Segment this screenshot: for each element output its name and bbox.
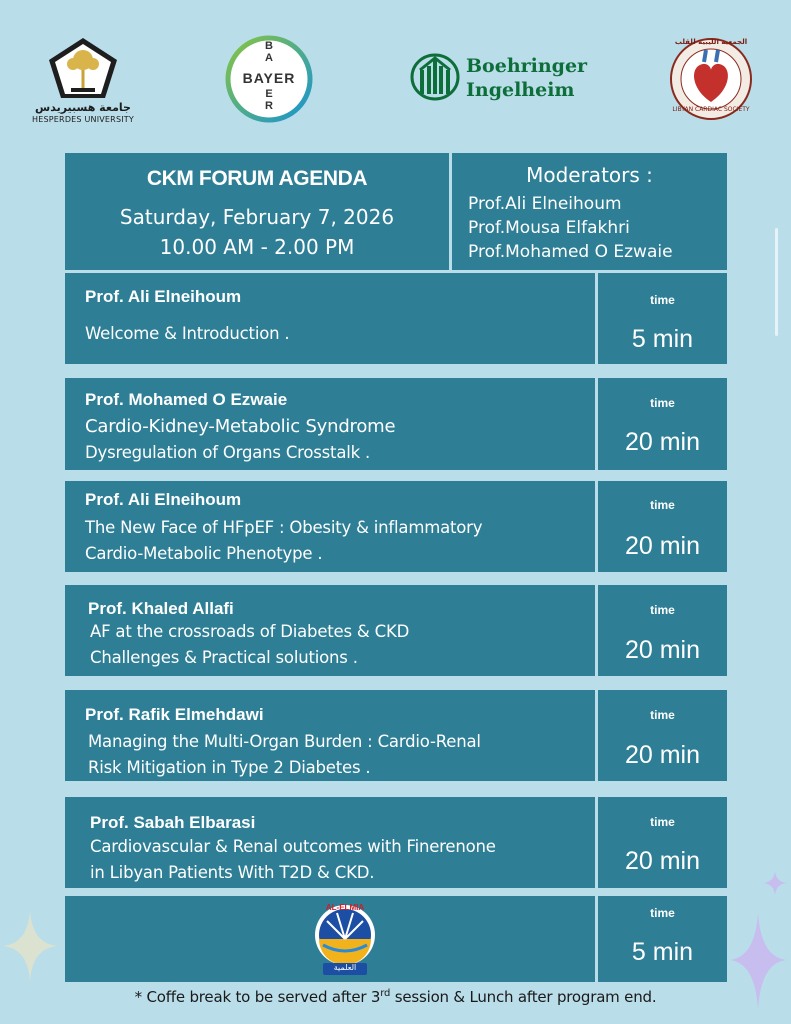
time-value: 20 min — [624, 741, 701, 769]
sparkle-icon — [728, 905, 788, 1015]
time-value: 20 min — [624, 847, 701, 875]
lcs-english-name: LIBYAN CARDIAC SOCIETY — [672, 106, 750, 113]
time-label: time — [650, 906, 675, 920]
session-time — [598, 273, 727, 364]
session-topic: Risk Mitigation in Type 2 Diabetes . — [88, 758, 371, 777]
agenda-title: CKM FORUM AGENDA — [146, 167, 368, 190]
session-speaker: Prof. Khaled Allafi — [88, 599, 234, 618]
session-time — [598, 585, 727, 676]
al-elmia-arabic: العلمية — [333, 963, 357, 972]
footnote-superscript: rd — [380, 988, 391, 999]
lcs-arabic-name: الجمعية الليبية للقلب — [674, 38, 748, 46]
session-topic: AF at the crossroads of Diabetes & CKD — [90, 622, 410, 641]
bayer-logo — [224, 34, 314, 124]
tree-icon — [47, 36, 119, 100]
session-row — [65, 690, 727, 781]
sponsor-logos — [0, 0, 791, 150]
time-value: 20 min — [624, 636, 701, 664]
time-value: 20 min — [624, 428, 701, 456]
session-topic: Challenges & Practical solutions . — [90, 648, 358, 667]
session-details — [65, 273, 595, 364]
time-value: 5 min — [631, 938, 694, 966]
session-row — [65, 797, 727, 888]
session-speaker: Prof. Ali Elneihoum — [85, 287, 242, 306]
moderators-panel — [452, 153, 727, 270]
hesperides-english-name: HESPERDES UNIVERSITY — [32, 115, 134, 124]
boehringer-ingelheim-logo — [410, 50, 588, 105]
footnote-text: * Coffe break to be served after 3 — [134, 988, 381, 1006]
boehringer-building-icon — [410, 52, 460, 102]
agenda-header — [65, 153, 449, 270]
session-speaker: Prof. Rafik Elmehdawi — [85, 705, 264, 724]
session-speaker: Prof. Ali Elneihoum — [85, 490, 242, 509]
time-label: time — [650, 603, 675, 617]
time-value: 5 min — [631, 325, 694, 353]
session-topic: The New Face of HFpEF : Obesity & inflammatory — [85, 518, 483, 537]
session-time — [598, 797, 727, 888]
hesperides-arabic-name: جامعة هسبيريدس — [35, 101, 131, 114]
session-topic: in Libyan Patients With T2D & CKD. — [90, 863, 375, 882]
session-speaker: Prof. Mohamed O Ezwaie — [85, 390, 288, 409]
footnote — [0, 988, 791, 1006]
boehringer-name — [466, 54, 587, 102]
session-time — [598, 690, 727, 781]
sparkle-icon — [0, 900, 60, 990]
session-row — [65, 585, 727, 676]
event-date: Saturday, February 7, 2026 — [119, 205, 395, 229]
boehringer-line2: Ingelheim — [466, 79, 575, 101]
session-details — [65, 585, 595, 676]
session-topic: Cardio-Kidney-Metabolic Syndrome — [85, 416, 396, 437]
closing-logo-cell — [65, 896, 595, 982]
bayer-horizontal-text: BAYER — [242, 70, 296, 86]
al-elmia-name: AL-ELMIA — [325, 903, 365, 912]
time-label: time — [650, 708, 675, 722]
scrollbar[interactable] — [775, 228, 778, 336]
moderators-title: Moderators : — [526, 163, 653, 187]
time-label: time — [650, 815, 675, 829]
session-speaker: Prof. Sabah Elbarasi — [90, 813, 256, 832]
closing-time — [598, 896, 727, 982]
session-time — [598, 481, 727, 572]
moderator-name: Prof.Ali Elneihoum — [468, 194, 622, 214]
closing-row — [65, 896, 727, 982]
session-details — [65, 481, 595, 572]
session-details — [65, 690, 595, 781]
time-label: time — [650, 293, 675, 307]
event-hours: 10.00 AM - 2.00 PM — [159, 235, 355, 259]
session-row — [65, 378, 727, 470]
session-topic: Dysregulation of Organs Crosstalk . — [85, 443, 371, 462]
libyan-cardiac-society-logo — [668, 36, 754, 122]
time-label: time — [650, 498, 675, 512]
sparkle-icon — [762, 870, 788, 896]
moderator-name: Prof.Mohamed O Ezwaie — [468, 242, 673, 262]
session-details — [65, 797, 595, 888]
hesperides-university-logo — [28, 36, 138, 136]
moderator-name: Prof.Mousa Elfakhri — [468, 218, 630, 238]
time-value: 20 min — [624, 532, 701, 560]
session-topic: Cardiovascular & Renal outcomes with Finerenone — [90, 837, 496, 856]
session-row — [65, 273, 727, 364]
bayer-vertical-text: B A E R — [265, 40, 273, 112]
boehringer-line1: Boehringer — [466, 55, 588, 77]
session-topic: Welcome & Introduction . — [85, 324, 290, 343]
session-topic: Cardio-Metabolic Phenotype . — [85, 544, 323, 563]
session-row — [65, 481, 727, 572]
session-topic: Managing the Multi-Organ Burden : Cardio-Renal — [88, 732, 481, 751]
session-details — [65, 378, 595, 470]
session-time — [598, 378, 727, 470]
footnote-text-end: session & Lunch after program end. — [390, 988, 657, 1006]
time-label: time — [650, 396, 675, 410]
